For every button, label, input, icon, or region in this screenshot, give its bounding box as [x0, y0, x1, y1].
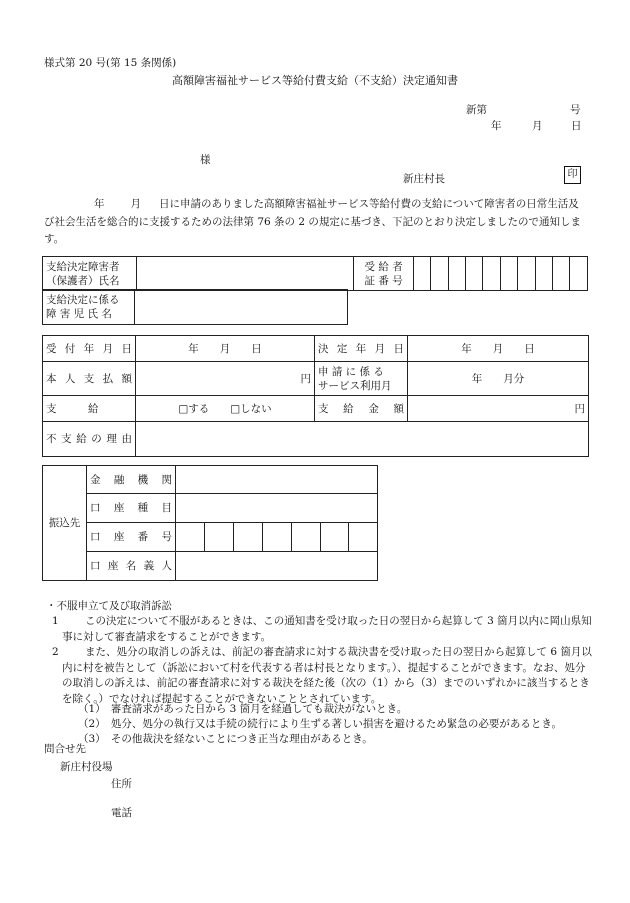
- intro-month: 月: [130, 198, 141, 210]
- certificate-digit[interactable]: [570, 257, 588, 291]
- document-number-suffix: 号: [570, 104, 581, 116]
- decision-table: [42, 335, 589, 457]
- bank-name-label: 金融機関: [87, 466, 176, 494]
- non-payment-reason-label: 不支給の理由: [43, 422, 136, 457]
- account-number-digit[interactable]: [234, 523, 263, 552]
- issuer-name: 新庄村長: [403, 173, 445, 185]
- appeal-note-2: [44, 645, 594, 707]
- recipient-table: [42, 256, 588, 291]
- bank-name-field[interactable]: [176, 466, 378, 494]
- service-month-field[interactable]: 年 月分: [408, 362, 589, 396]
- non-payment-reason-field[interactable]: [136, 422, 589, 457]
- document-title: 高額障害福祉サービス等給付費支給（不支給）決定通知書: [172, 74, 458, 87]
- appeal-subitem-2: （2） 処分、処分の執行又は手続の続行により生ずる著しい損害を避けるため緊急の必要があるとき。: [78, 718, 563, 730]
- guardian-name-field[interactable]: [137, 257, 354, 291]
- note-2-number: 2: [52, 646, 59, 658]
- payment-choice-checkboxes[interactable]: □する □しない: [136, 396, 315, 422]
- intro-paragraph: [44, 196, 584, 249]
- child-name-label: 支給決定に係る 障 害 児 氏 名: [43, 290, 135, 325]
- note-1-number: 1: [52, 615, 59, 627]
- certificate-digit[interactable]: [500, 257, 517, 291]
- issue-year-label: 年: [491, 120, 502, 132]
- account-number-digit[interactable]: [349, 523, 378, 552]
- issue-month-label: 月: [532, 120, 543, 132]
- certificate-digit[interactable]: [553, 257, 570, 291]
- contact-phone-label: 電話: [111, 807, 132, 819]
- received-date-field[interactable]: 年 月 日: [136, 336, 315, 362]
- certificate-number-label: 受 給 者 証 番 号: [354, 257, 413, 291]
- document-number-prefix: 新第: [466, 104, 487, 116]
- certificate-digit[interactable]: [466, 257, 483, 291]
- guardian-name-label: 支給決定障害者 （保護者）氏名: [43, 257, 137, 291]
- account-holder-field[interactable]: [176, 552, 378, 581]
- payment-amount-label: 支給金額: [315, 396, 408, 422]
- contact-office: 新庄村役場: [60, 761, 113, 773]
- note-1-text: この決定について不服があるときは、この通知書を受け取った日の翌日から起算して 3 箇月以内に岡山県知事に対して審査請求をすることができます。: [62, 615, 592, 643]
- contact-label: 問合せ先: [44, 743, 86, 755]
- certificate-digit[interactable]: [483, 257, 500, 291]
- account-number-digit[interactable]: [321, 523, 349, 552]
- self-payment-label: 本人支払額: [43, 362, 136, 396]
- account-number-digit[interactable]: [205, 523, 234, 552]
- intro-text: 日に申請のありました高額障害福祉サービス等給付費の支給について障害者の日常生活及び社会生活を総合的に支援するための法律第 76 条の 2 の規定に基づき、下記のとおり決定しましたので通知します。: [44, 198, 581, 245]
- child-name-field[interactable]: [135, 290, 348, 325]
- addressee-honorific: 様: [200, 154, 211, 166]
- official-seal-box: 印: [564, 166, 581, 184]
- decision-date-label: 決定年月日: [315, 336, 408, 362]
- intro-year: 年: [94, 198, 105, 210]
- account-number-digit[interactable]: [263, 523, 292, 552]
- child-name-table: [42, 289, 348, 325]
- payment-label: 支 給: [43, 396, 136, 422]
- certificate-digit[interactable]: [431, 257, 448, 291]
- service-month-label: 申 請 に 係 る サービス利用月: [315, 362, 408, 396]
- bank-transfer-table: [42, 465, 378, 581]
- certificate-digit[interactable]: [413, 257, 430, 291]
- account-holder-label: 口座名義人: [87, 552, 176, 581]
- note-2-text: また、処分の取消しの訴えは、前記の審査請求に対する裁決書を受け取った日の翌日から起算して 6 箇月以内に村を被告として（訴訟において村を代表する者は村長となります。）、提起することができます。なお、処分の取消しの訴えは、前記の審査請求に対する裁決を経た後（次の（1）から（3）までのいずれかに該当するときを除く。）でなければ提起することができないこととされています。: [62, 646, 592, 705]
- account-type-label: 口座種目: [87, 494, 176, 523]
- account-type-field[interactable]: [176, 494, 378, 523]
- account-number-digit[interactable]: [292, 523, 321, 552]
- issue-day-label: 日: [571, 120, 582, 132]
- received-date-label: 受付年月日: [43, 336, 136, 362]
- self-payment-field[interactable]: 円: [136, 362, 315, 396]
- certificate-digit[interactable]: [448, 257, 465, 291]
- appeal-subitem-3: （3） その他裁決を経ないことにつき正当な理由があるとき。: [78, 733, 373, 745]
- appeal-section-title: ・不服申立て及び取消訴訟: [46, 600, 172, 612]
- certificate-digit[interactable]: [518, 257, 535, 291]
- decision-date-field[interactable]: 年 月 日: [408, 336, 589, 362]
- payment-amount-field[interactable]: 円: [408, 396, 589, 422]
- certificate-digit[interactable]: [535, 257, 552, 291]
- contact-address-label: 住所: [111, 778, 132, 790]
- account-number-label: 口座番号: [87, 523, 176, 552]
- transfer-destination-label: 振込先: [43, 466, 87, 581]
- account-number-digit[interactable]: [176, 523, 205, 552]
- form-number: 様式第 20 号(第 15 条関係): [44, 57, 177, 69]
- appeal-subitem-1: （1） 審査請求があった日から 3 箇月を経過しても裁決がないとき。: [78, 703, 408, 715]
- appeal-note-1: [44, 614, 594, 645]
